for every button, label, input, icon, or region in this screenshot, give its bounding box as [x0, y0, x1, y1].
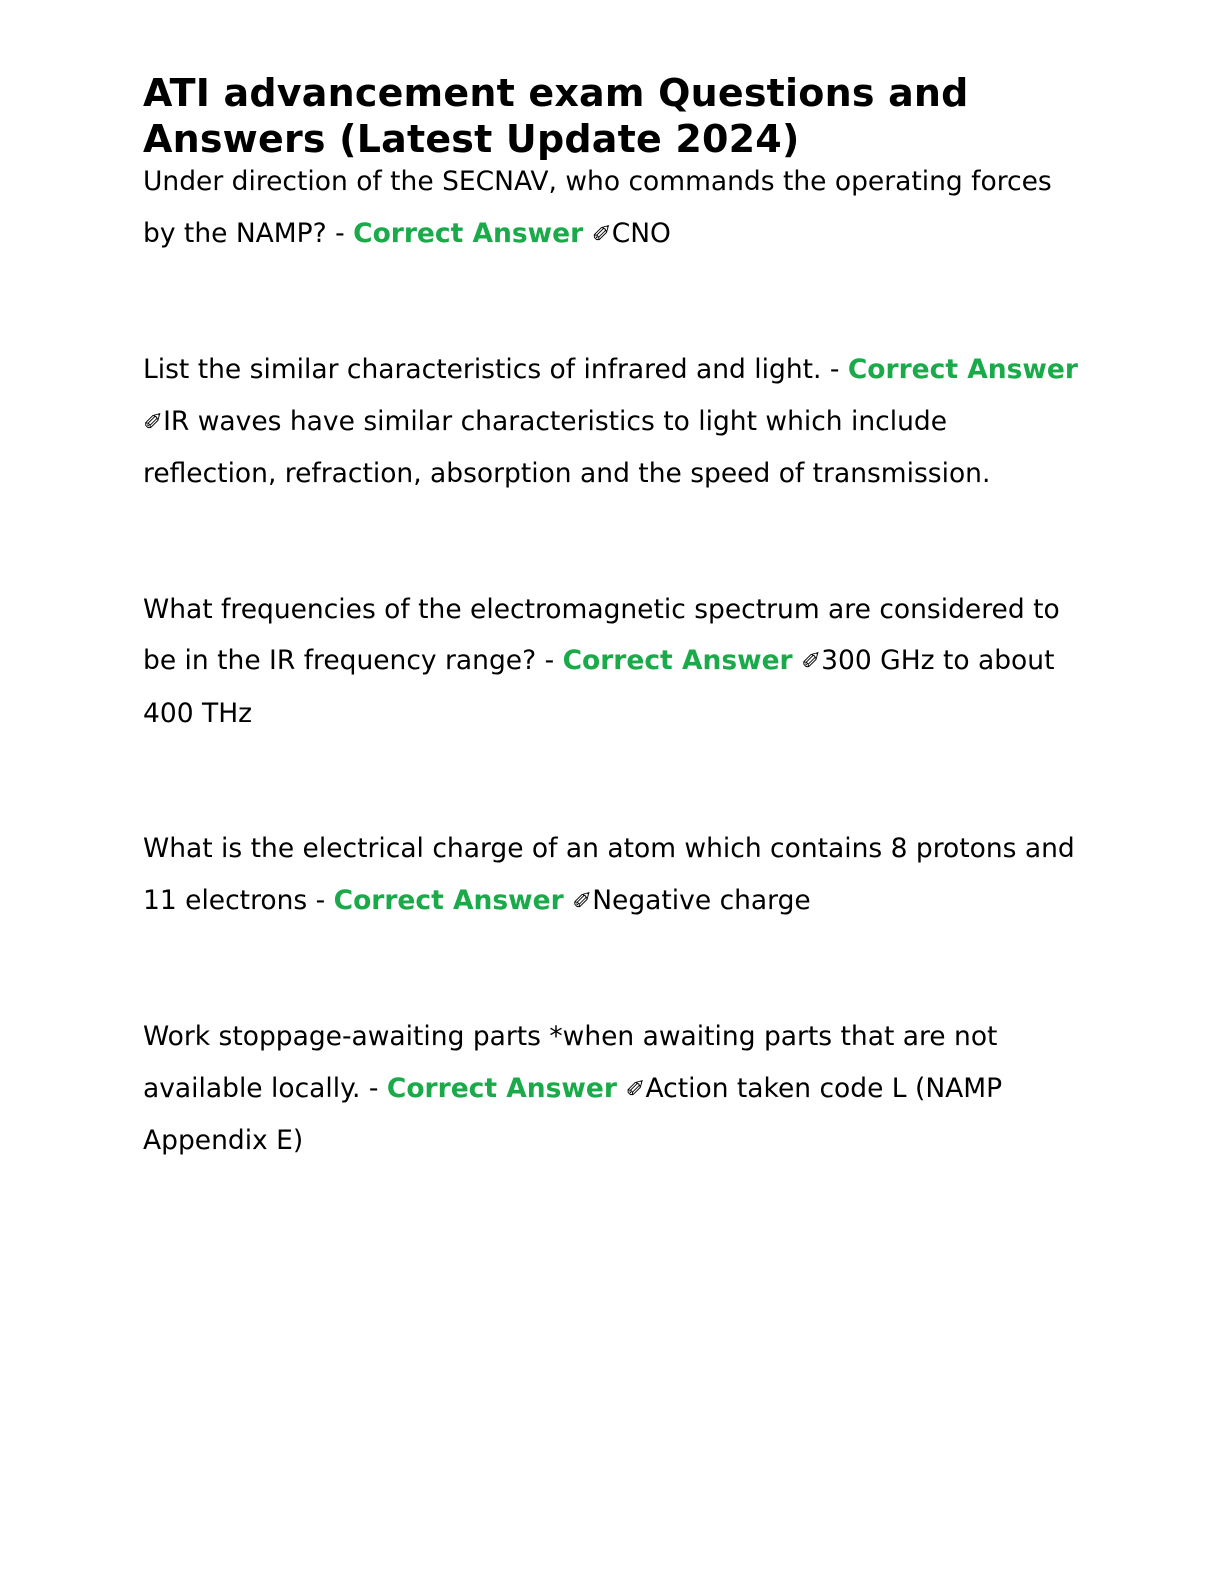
- qa-list: [143, 156, 1083, 1167]
- qa-item: [143, 156, 1083, 260]
- answer-text: Action taken code L (NAMP Appendix E): [143, 1072, 1003, 1156]
- check-mark-icon: ✐: [143, 407, 164, 436]
- correct-answer-label: Correct Answer: [386, 1072, 617, 1104]
- question-text: What frequencies of the electromagnetic spectrum are considered to be in the IR frequency range?: [143, 593, 1060, 676]
- check-mark-icon: ✐: [591, 219, 612, 248]
- answer-separator: -: [307, 884, 334, 916]
- correct-answer-label: Correct Answer: [562, 645, 793, 676]
- answer-text: IR waves have similar characteristics to light which include reflection, refraction, absorption and the speed of transmission.: [143, 405, 991, 489]
- answer-separator: -: [821, 354, 848, 385]
- question-text: Under direction of the SECNAV, who commands the operating forces by the NAMP?: [143, 166, 1052, 249]
- qa-item: [143, 1011, 1083, 1167]
- answer-text: CNO: [611, 217, 671, 249]
- qa-item: [143, 584, 1083, 740]
- question-text: Work stoppage-awaiting parts *when awaiting parts that are not available locally.: [143, 1021, 998, 1104]
- correct-answer-label: Correct Answer: [333, 884, 564, 916]
- question-text: What is the electrical charge of an atom which contains 8 protons and 11 electrons: [143, 833, 1075, 916]
- answer-text: 300 GHz to about 400 THz: [143, 645, 1055, 729]
- answer-separator: -: [360, 1072, 387, 1104]
- qa-item: [143, 823, 1083, 927]
- check-mark-icon: ✐: [625, 1074, 646, 1103]
- document-page: [143, 70, 1083, 1167]
- document-title: ATI advancement exam Questions and Answers (Latest Update 2024): [143, 71, 969, 161]
- answer-text: Negative charge: [592, 884, 811, 916]
- correct-answer-label: Correct Answer: [847, 354, 1078, 385]
- check-mark-icon: ✐: [572, 886, 593, 915]
- correct-answer-label: Correct Answer: [353, 217, 584, 249]
- qa-item: [143, 344, 1083, 500]
- answer-separator: -: [536, 645, 563, 676]
- check-mark-icon: ✐: [801, 647, 822, 675]
- question-text: List the similar characteristics of infrared and light.: [143, 354, 822, 385]
- answer-separator: -: [326, 217, 354, 249]
